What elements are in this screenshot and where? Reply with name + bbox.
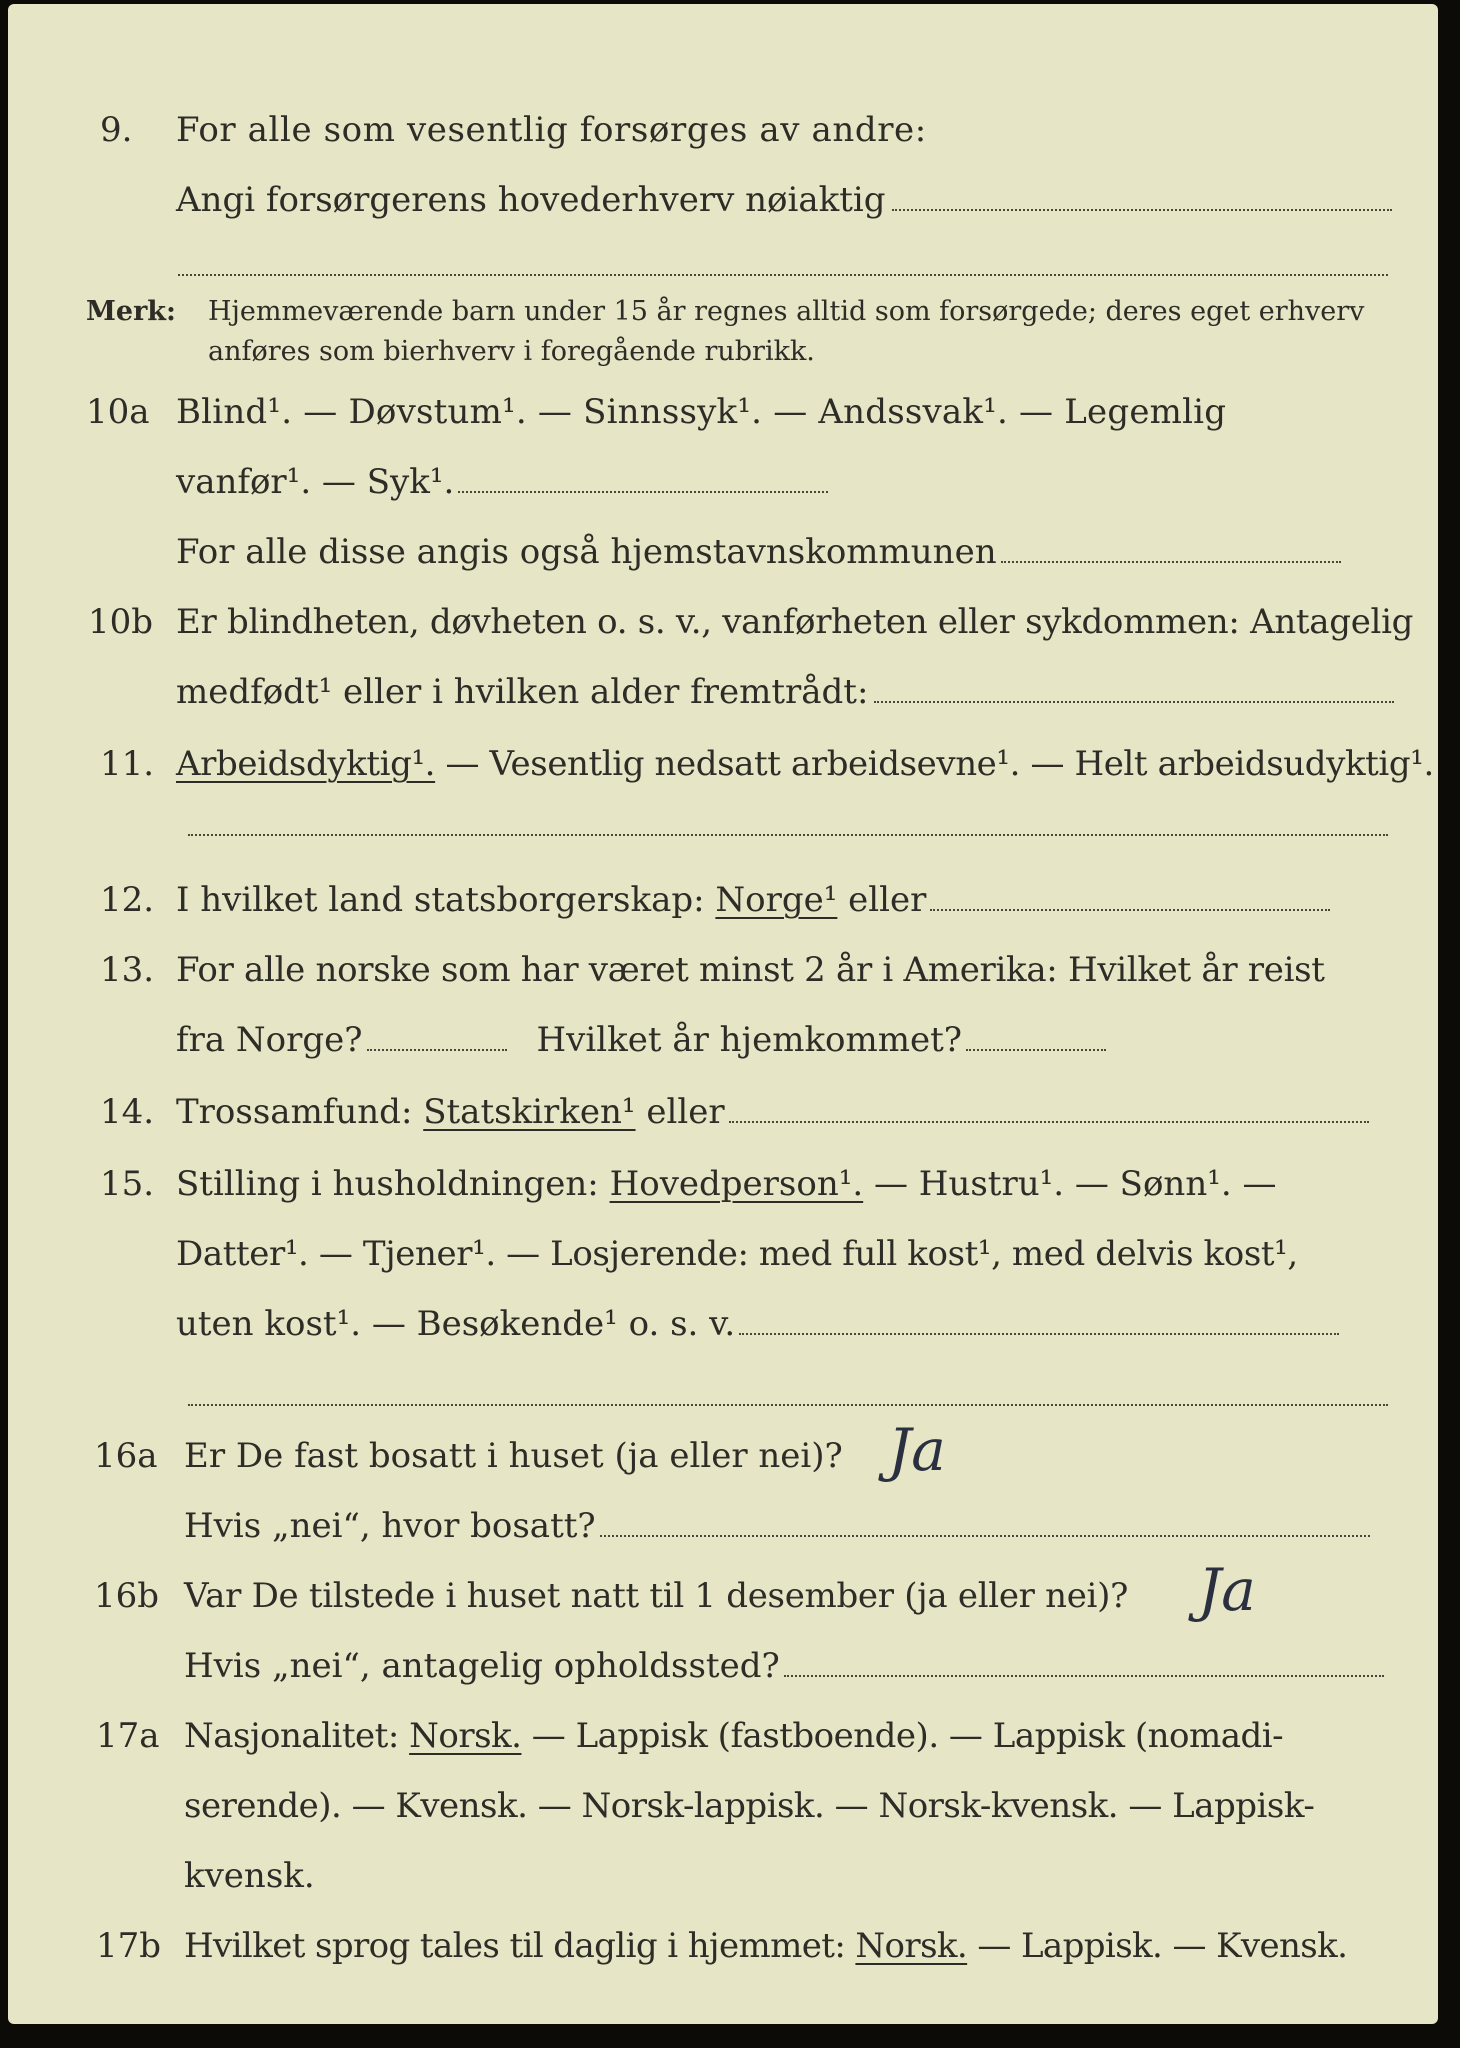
question-number-10b: 10b xyxy=(88,602,154,642)
answer-field-11[interactable] xyxy=(188,834,1388,836)
selected-option-hovedperson[interactable]: Hovedperson¹. xyxy=(609,1164,864,1204)
question-17a-label: Nasjonalitet: xyxy=(184,1716,410,1756)
answer-field-10a[interactable] xyxy=(458,491,828,493)
question-10a-line-1: Blind¹. — Døvstum¹. — Sinnssyk¹. — Andssvak¹. — Legemlig xyxy=(176,392,1227,432)
selected-option-norsk-language[interactable]: Norsk. xyxy=(855,1926,968,1966)
answer-field-10a-hometown[interactable] xyxy=(1001,561,1341,563)
note-line-2: anføres som bierhverv i foregående rubrikk. xyxy=(208,336,815,367)
question-17b-options: — Lappisk. — Kvensk. xyxy=(967,1926,1348,1966)
question-13-line-1: For alle norske som har været minst 2 år i Amerika: Hvilket år reist xyxy=(176,950,1325,990)
question-17b-line-1 xyxy=(184,1926,1347,1966)
note-line-1: Hjemmeværende barn under 15 år regnes alltid som forsørgede; deres eget erhverv xyxy=(208,296,1365,327)
question-12-line-1 xyxy=(176,880,1330,920)
answer-field-9[interactable] xyxy=(892,209,1392,211)
answer-field-15-extra[interactable] xyxy=(188,1404,1388,1406)
answer-field-13-year-left[interactable] xyxy=(367,1049,507,1051)
question-10a-hometown-label: For alle disse angis også hjemstavnskommunen xyxy=(176,532,997,572)
question-15-options: — Hustru¹. — Sønn¹. — xyxy=(863,1164,1277,1204)
question-17a-line-2: serende). — Kvensk. — Norsk-lappisk. — Norsk-kvensk. — Lappisk- xyxy=(184,1786,1315,1826)
question-16b-label: Hvis „nei“, antagelig opholdssted? xyxy=(184,1646,780,1686)
question-14-or: eller xyxy=(635,1092,725,1132)
question-number-13: 13. xyxy=(100,950,155,990)
question-14-label: Trossamfund: xyxy=(176,1092,424,1132)
question-15-label: Stilling i husholdningen: xyxy=(176,1164,610,1204)
selected-option-norge[interactable]: Norge¹ xyxy=(715,880,838,920)
question-number-11: 11. xyxy=(100,744,155,784)
question-13-return-label: Hvilket år hjemkommet? xyxy=(536,1020,963,1060)
question-10a-line-2 xyxy=(176,462,828,502)
selected-option-norsk-nationality[interactable]: Norsk. xyxy=(409,1716,522,1756)
selected-option-arbeidsdyktig[interactable]: Arbeidsdyktig¹. xyxy=(176,744,436,784)
question-15-line-2: Datter¹. — Tjener¹. — Losjerende: med full kost¹, med delvis kost¹, xyxy=(176,1234,1298,1274)
answer-field-14[interactable] xyxy=(729,1121,1369,1123)
question-12-or: eller xyxy=(837,880,927,920)
selected-option-statskirken[interactable]: Statskirken¹ xyxy=(423,1092,636,1132)
question-10b-label: medfødt¹ eller i hvilken alder fremtrådt: xyxy=(176,672,869,712)
question-16b-line-1: Var De tilstede i huset natt til 1 desember (ja eller nei)? xyxy=(184,1576,1129,1616)
handwritten-answer-16b: Ja xyxy=(1198,1556,1256,1624)
question-15-line-3-text: uten kost¹. — Besøkende¹ o. s. v. xyxy=(176,1304,736,1344)
question-17a-line-1 xyxy=(184,1716,1283,1756)
answer-field-10b[interactable] xyxy=(874,701,1394,703)
question-number-17a: 17a xyxy=(96,1716,160,1756)
question-number-10a: 10a xyxy=(86,392,150,432)
question-15-line-3 xyxy=(176,1304,1339,1344)
handwritten-answer-16a: Ja xyxy=(888,1416,946,1484)
question-16a-line-1: Er De fast bosatt i huset (ja eller nei)? xyxy=(184,1436,843,1476)
question-9-line-1: For alle som vesentlig forsørges av andre: xyxy=(176,110,927,150)
answer-field-9-extra[interactable] xyxy=(178,274,1388,276)
question-9-line-2 xyxy=(176,180,1392,220)
question-17a-line-3: kvensk. xyxy=(184,1856,315,1896)
question-11-line-1 xyxy=(176,744,1434,784)
question-16b-line-2 xyxy=(184,1646,1384,1686)
question-17a-options: — Lappisk (fastboende). — Lappisk (nomadi- xyxy=(521,1716,1284,1756)
question-12-label: I hvilket land statsborgerskap: xyxy=(176,880,716,920)
question-16a-label: Hvis „nei“, hvor bosatt? xyxy=(184,1506,596,1546)
question-13-line-2 xyxy=(176,1020,1106,1060)
answer-field-13-year-returned[interactable] xyxy=(966,1049,1106,1051)
question-11-options: — Vesentlig nedsatt arbeidsevne¹. — Helt arbeidsudyktig¹. xyxy=(435,744,1434,784)
census-form-page xyxy=(8,4,1438,2024)
question-10b-line-2 xyxy=(176,672,1394,712)
answer-field-16b[interactable] xyxy=(784,1675,1384,1677)
answer-field-12[interactable] xyxy=(930,909,1330,911)
question-number-14: 14. xyxy=(100,1092,155,1132)
question-number-12: 12. xyxy=(100,880,155,920)
question-17b-label: Hvilket sprog tales til daglig i hjemmet: xyxy=(184,1926,856,1966)
question-number-9: 9. xyxy=(100,110,133,150)
question-number-17b: 17b xyxy=(96,1926,162,1966)
question-9-label: Angi forsørgerens hovederhverv nøiaktig xyxy=(176,180,886,220)
question-10a-label: vanfør¹. — Syk¹. xyxy=(176,462,455,502)
question-10b-line-1: Er blindheten, døvheten o. s. v., vanførheten eller sykdommen: Antagelig xyxy=(176,602,1414,642)
note-label: Merk: xyxy=(86,296,176,327)
question-15-line-1 xyxy=(176,1164,1276,1204)
answer-field-15[interactable] xyxy=(739,1333,1339,1335)
question-number-15: 15. xyxy=(100,1164,155,1204)
question-16a-line-2 xyxy=(184,1506,1370,1546)
answer-field-16a[interactable] xyxy=(600,1535,1370,1537)
question-number-16a: 16a xyxy=(94,1436,158,1476)
question-13-left-label: fra Norge? xyxy=(176,1020,363,1060)
question-10a-line-3 xyxy=(176,532,1341,572)
question-number-16b: 16b xyxy=(94,1576,160,1616)
question-14-line-1 xyxy=(176,1092,1369,1132)
